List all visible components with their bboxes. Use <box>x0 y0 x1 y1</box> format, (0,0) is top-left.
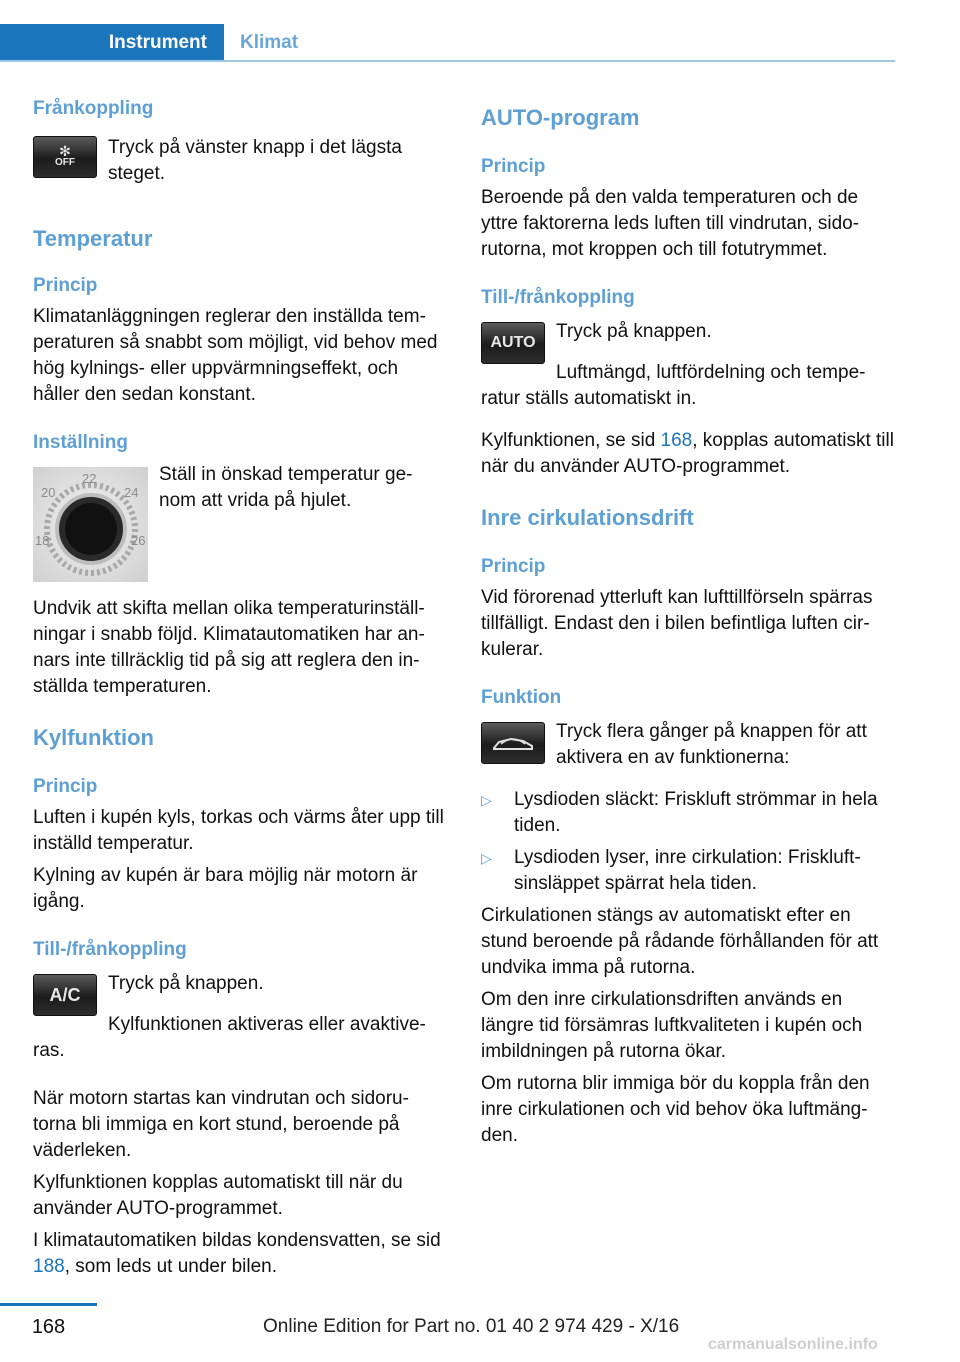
cirkulation-text-1: Cirkulationen stängs av automatiskt efter en stund beroende på rådande förhållanden för att undvika imma på rutorna. <box>481 905 879 978</box>
temperature-dial-icon <box>33 467 148 582</box>
tillfran-text-left-2: Kylfunktionen aktiveras eller avaktive‐ras. <box>33 1014 426 1061</box>
cirkulation-text-2: Om den inre cirkulationsdriften används en längre tid försämras luftkvaliteten i kupén och imbildningen på rutorna ökar. <box>481 989 863 1062</box>
page-link-168[interactable]: 168 <box>660 430 693 451</box>
bullet-triangle-icon: ▷ <box>481 850 492 866</box>
auto-row <box>481 317 896 364</box>
kyl-text-b: , kopplas automatiskt till när du använder AUTO-programmet. <box>481 430 894 477</box>
recirculation-button-icon <box>481 722 545 764</box>
princip-heading-4: Princip <box>481 556 546 577</box>
right-column <box>481 96 896 1149</box>
nar-text: När motorn startas kan vindrutan och sidoru‐torna bli immiga en kort stund, beroende på väderleken. <box>33 1088 409 1161</box>
list-item <box>481 787 896 839</box>
auto-program-heading: AUTO-program <box>481 105 640 130</box>
princip-text-2b: Kylning av kupén är bara möjlig när motorn är igång. <box>33 865 418 912</box>
frankoppling-row <box>33 131 447 187</box>
bullet-text-1: Lysdioden släckt: Friskluft strömmar in hela tiden. <box>514 789 878 836</box>
fan-off-label: OFF <box>55 157 75 168</box>
header-divider <box>0 60 895 62</box>
footer-divider <box>0 1303 97 1306</box>
princip-heading-1: Princip <box>33 275 98 296</box>
funktion-text: Tryck flera gånger på knappen för att aktivera en av funktionerna: <box>556 721 867 768</box>
kyl-text-a: Kylfunktionen, se sid <box>481 430 661 451</box>
ac-button-icon: A/C <box>33 974 97 1016</box>
edition-text: Online Edition for Part no. 01 40 2 974 429 - X/16 <box>263 1316 680 1337</box>
temperature-wheel-image <box>33 467 148 582</box>
wheel-label-18: 18 <box>35 533 50 548</box>
kondens-text <box>33 1228 447 1280</box>
installning-row <box>33 462 447 582</box>
cirkulation-text-3: Om rutorna blir immiga bör du koppla från den inre cirkulationen och vid behov öka luftmäng‐den. <box>481 1073 870 1146</box>
temperatur-heading: Temperatur <box>33 226 153 251</box>
bullet-triangle-icon: ▷ <box>481 792 492 808</box>
left-column <box>33 96 447 1280</box>
fan-icon: ✻ <box>59 143 71 159</box>
tillfran-heading-left: Till-/frånkoppling <box>33 939 187 960</box>
frankoppling-text: Tryck på vänster knapp i det lägsta steget. <box>108 137 402 184</box>
tillfran-text-right-1: Tryck på knappen. <box>556 321 712 342</box>
wheel-label-22: 22 <box>82 471 97 486</box>
wheel-label-20: 20 <box>41 485 56 500</box>
fan-off-button-icon <box>33 136 97 178</box>
tab-klimat[interactable]: Klimat <box>224 24 894 61</box>
princip-heading-3: Princip <box>481 156 546 177</box>
kyl-text <box>481 428 896 480</box>
funktion-row <box>481 717 896 771</box>
wheel-label-26: 26 <box>131 533 146 548</box>
page-number: 168 <box>31 1316 66 1338</box>
princip-text-4: Vid förorenad ytterluft kan lufttillförseln spärras tillfälligt. Endast den i bilen befintliga luften cir‐kulerar. <box>481 587 873 660</box>
section-frankoppling-heading: Frånkoppling <box>33 98 154 119</box>
installning-text: Ställ in önskad temperatur ge‐nom att vrida på hjulet. <box>159 464 413 511</box>
kylfunktion-heading: Kylfunktion <box>33 725 154 750</box>
auto-button-icon: AUTO <box>481 322 545 364</box>
funktion-bullet-list <box>481 787 896 897</box>
page-link-188[interactable]: 188 <box>33 1256 65 1277</box>
tab-instrument[interactable]: Instrument <box>0 24 224 61</box>
funktion-heading: Funktion <box>481 687 562 708</box>
kondens-text-b: , som leds ut under bilen. <box>64 1256 277 1277</box>
tillfran-text-right-2: Luftmängd, luftfördelning och tempe‐ratur ställs automatiskt in. <box>481 362 866 409</box>
page-header <box>0 0 960 62</box>
princip-heading-2: Princip <box>33 776 98 797</box>
bullet-text-2: Lysdioden lyser, inre cirkulation: Friskluft‐sinsläppet spärrat hela tiden. <box>514 847 861 894</box>
kyl-auto-text: Kylfunktionen kopplas automatiskt till när du använder AUTO-programmet. <box>33 1172 403 1219</box>
princip-text-3: Beroende på den valda temperaturen och de yttre faktorerna leds luften till vindrutan, sido‐rutorna, mot kroppen och till fotutrymmet. <box>481 187 860 260</box>
tillfran-heading-right: Till-/frånkoppling <box>481 287 635 308</box>
kondens-text-a: I klimatautomatiken bildas kondensvatten, se sid <box>33 1230 441 1251</box>
wheel-label-24: 24 <box>124 485 139 500</box>
inre-cirkulation-heading: Inre cirkulationsdrift <box>481 505 694 530</box>
ac-row <box>33 969 447 1016</box>
car-recirculation-icon <box>491 732 535 754</box>
tillfran-text-left-1: Tryck på knappen. <box>108 973 264 994</box>
installning-heading: Inställning <box>33 432 128 453</box>
list-item <box>481 845 896 897</box>
watermark: carmanualsonline.info <box>708 1336 878 1353</box>
princip-text-1: Klimatanläggningen reglerar den inställda tem‐peraturen så snabbt som möjligt, vid behov med hög kylnings- eller uppvärmningseffekt, och håller den sedan konstant. <box>33 306 438 405</box>
princip-text-2a: Luften i kupén kyls, torkas och värms åter upp till inställd temperatur. <box>33 807 444 854</box>
undvik-text: Undvik att skifta mellan olika temperaturinställ‐ningar i snabb följd. Klimatautomatiken har an‐nars inte tillräcklig tid på sig att reglera den in‐ställda temperaturen. <box>33 598 425 697</box>
